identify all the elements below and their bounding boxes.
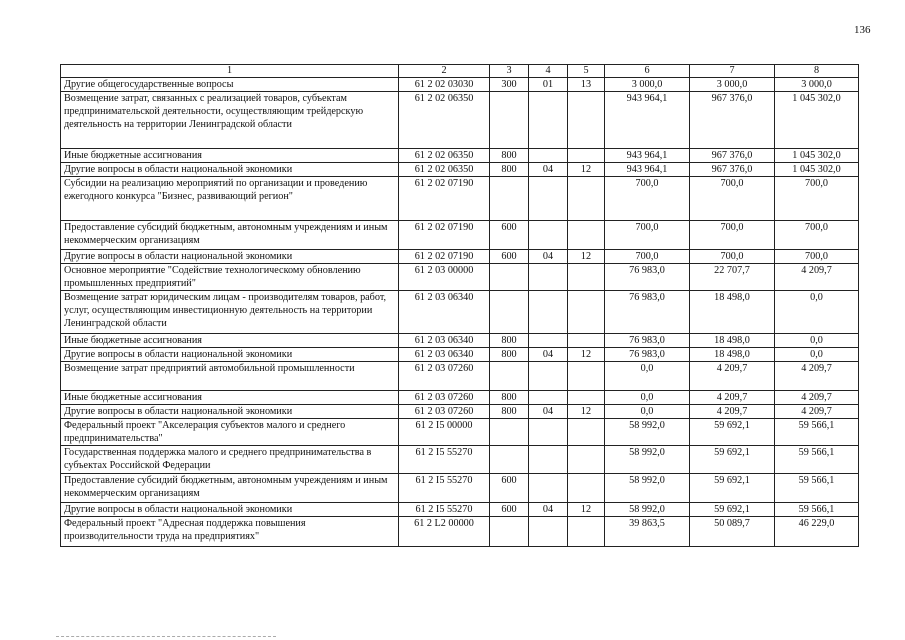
row-value-col7: 4 209,7: [690, 362, 775, 391]
header-row: [61, 65, 859, 78]
row-value-col8: 4 209,7: [775, 405, 859, 419]
row-expense-type: [490, 362, 529, 391]
column-header: 6: [605, 65, 690, 78]
table-row: [61, 419, 859, 446]
row-name: Федеральный проект "Акселерация субъектов малого и среднего предпринимательства": [61, 419, 399, 446]
row-section: [529, 291, 568, 334]
row-code: 61 2 I5 55270: [399, 474, 490, 503]
row-value-col7: 700,0: [690, 221, 775, 250]
row-value-col8: 59 566,1: [775, 446, 859, 474]
row-expense-type: 800: [490, 391, 529, 405]
row-expense-type: 600: [490, 474, 529, 503]
row-name: Федеральный проект "Адресная поддержка повышения производительности труда на предприятиях": [61, 517, 399, 547]
row-value-col8: 0,0: [775, 334, 859, 348]
row-code: 61 2 03 07260: [399, 362, 490, 391]
row-code: 61 2 02 06350: [399, 149, 490, 163]
row-section: [529, 517, 568, 547]
row-name: Другие общегосударственные вопросы: [61, 78, 399, 92]
row-expense-type: [490, 291, 529, 334]
row-name: Предоставление субсидий бюджетным, автономным учреждениям и иным некоммерческим организациям: [61, 474, 399, 503]
row-value-col6: 700,0: [605, 177, 690, 221]
row-code: 61 2 03 00000: [399, 264, 490, 291]
row-value-col6: 39 863,5: [605, 517, 690, 547]
table-row: [61, 362, 859, 391]
row-expense-type: [490, 419, 529, 446]
row-value-col7: 59 692,1: [690, 446, 775, 474]
column-header: 4: [529, 65, 568, 78]
table-row: [61, 474, 859, 503]
row-subsection: 12: [568, 348, 605, 362]
row-name: Предоставление субсидий бюджетным, автономным учреждениям и иным некоммерческим организациям: [61, 221, 399, 250]
row-section: [529, 177, 568, 221]
row-expense-type: 600: [490, 250, 529, 264]
row-subsection: [568, 517, 605, 547]
row-value-col6: 700,0: [605, 250, 690, 264]
row-section: [529, 264, 568, 291]
row-subsection: [568, 334, 605, 348]
row-subsection: [568, 149, 605, 163]
row-value-col8: 700,0: [775, 250, 859, 264]
row-subsection: 12: [568, 503, 605, 517]
row-value-col6: 76 983,0: [605, 291, 690, 334]
row-value-col8: 4 209,7: [775, 362, 859, 391]
row-value-col7: 967 376,0: [690, 92, 775, 149]
row-code: 61 2 02 03030: [399, 78, 490, 92]
row-value-col6: 76 983,0: [605, 334, 690, 348]
row-name: Основное мероприятие "Содействие технологическому обновлению промышленных предприятий": [61, 264, 399, 291]
row-code: 61 2 02 07190: [399, 177, 490, 221]
row-subsection: [568, 221, 605, 250]
row-code: 61 2 I5 00000: [399, 419, 490, 446]
row-value-col6: 700,0: [605, 221, 690, 250]
row-section: 04: [529, 503, 568, 517]
row-code: 61 2 02 07190: [399, 250, 490, 264]
row-name: Иные бюджетные ассигнования: [61, 334, 399, 348]
column-header: 8: [775, 65, 859, 78]
row-value-col8: 3 000,0: [775, 78, 859, 92]
row-section: 04: [529, 163, 568, 177]
row-subsection: 12: [568, 163, 605, 177]
table-row: [61, 163, 859, 177]
row-name: Иные бюджетные ассигнования: [61, 391, 399, 405]
row-value-col7: 700,0: [690, 177, 775, 221]
row-subsection: [568, 419, 605, 446]
row-expense-type: [490, 92, 529, 149]
row-section: [529, 149, 568, 163]
row-value-col7: 3 000,0: [690, 78, 775, 92]
row-subsection: [568, 391, 605, 405]
row-name: Другие вопросы в области национальной экономики: [61, 405, 399, 419]
row-section: 04: [529, 405, 568, 419]
row-section: [529, 334, 568, 348]
row-section: 01: [529, 78, 568, 92]
row-subsection: 12: [568, 250, 605, 264]
row-expense-type: 600: [490, 221, 529, 250]
row-name: Иные бюджетные ассигнования: [61, 149, 399, 163]
row-subsection: 13: [568, 78, 605, 92]
table-row: [61, 405, 859, 419]
row-subsection: [568, 474, 605, 503]
table-row: [61, 391, 859, 405]
table-row: [61, 517, 859, 547]
row-value-col6: 76 983,0: [605, 264, 690, 291]
row-value-col7: 22 707,7: [690, 264, 775, 291]
row-code: 61 2 03 06340: [399, 348, 490, 362]
table-row: [61, 291, 859, 334]
table-row: [61, 264, 859, 291]
row-value-col8: 59 566,1: [775, 474, 859, 503]
column-header: 1: [61, 65, 399, 78]
row-section: [529, 474, 568, 503]
row-code: 61 2 02 06350: [399, 92, 490, 149]
row-expense-type: [490, 517, 529, 547]
row-name: Возмещение затрат предприятий автомобильной промышленности: [61, 362, 399, 391]
table-row: [61, 250, 859, 264]
row-value-col7: 50 089,7: [690, 517, 775, 547]
row-expense-type: 800: [490, 405, 529, 419]
row-value-col6: 0,0: [605, 362, 690, 391]
row-code: 61 2 I5 55270: [399, 446, 490, 474]
row-value-col7: 18 498,0: [690, 334, 775, 348]
row-expense-type: [490, 446, 529, 474]
row-section: [529, 221, 568, 250]
row-value-col8: 0,0: [775, 348, 859, 362]
row-value-col7: 4 209,7: [690, 391, 775, 405]
row-name: Другие вопросы в области национальной экономики: [61, 250, 399, 264]
row-value-col6: 3 000,0: [605, 78, 690, 92]
page-edge-mark: [56, 636, 276, 638]
row-expense-type: 300: [490, 78, 529, 92]
row-value-col7: 59 692,1: [690, 503, 775, 517]
row-value-col6: 0,0: [605, 405, 690, 419]
row-subsection: [568, 92, 605, 149]
row-expense-type: [490, 264, 529, 291]
row-expense-type: 800: [490, 334, 529, 348]
row-value-col6: 943 964,1: [605, 92, 690, 149]
row-value-col6: 76 983,0: [605, 348, 690, 362]
row-code: 61 2 03 06340: [399, 334, 490, 348]
row-value-col8: 1 045 302,0: [775, 163, 859, 177]
row-subsection: [568, 291, 605, 334]
table-row: [61, 348, 859, 362]
column-header: 3: [490, 65, 529, 78]
row-value-col7: 967 376,0: [690, 163, 775, 177]
row-value-col6: 943 964,1: [605, 149, 690, 163]
row-code: 61 2 03 07260: [399, 391, 490, 405]
table-row: [61, 177, 859, 221]
row-subsection: [568, 362, 605, 391]
row-value-col7: 700,0: [690, 250, 775, 264]
row-value-col7: 18 498,0: [690, 291, 775, 334]
table-row: [61, 503, 859, 517]
row-value-col6: 0,0: [605, 391, 690, 405]
row-name: Возмещение затрат, связанных с реализацией товаров, субъектам предпринимательской деятельности, осуществляющим трейдерскую деятельность на территории Ленинградской области: [61, 92, 399, 149]
row-expense-type: 800: [490, 149, 529, 163]
row-code: 61 2 02 07190: [399, 221, 490, 250]
row-value-col7: 59 692,1: [690, 419, 775, 446]
column-header: 5: [568, 65, 605, 78]
row-value-col6: 58 992,0: [605, 474, 690, 503]
row-value-col6: 943 964,1: [605, 163, 690, 177]
row-value-col8: 1 045 302,0: [775, 149, 859, 163]
table-row: [61, 446, 859, 474]
row-value-col7: 4 209,7: [690, 405, 775, 419]
row-subsection: [568, 264, 605, 291]
row-subsection: [568, 446, 605, 474]
table-row: [61, 334, 859, 348]
row-subsection: 12: [568, 405, 605, 419]
row-expense-type: 600: [490, 503, 529, 517]
row-value-col6: 58 992,0: [605, 503, 690, 517]
column-header: 7: [690, 65, 775, 78]
row-expense-type: 800: [490, 163, 529, 177]
row-code: 61 2 I5 55270: [399, 503, 490, 517]
row-name: Государственная поддержка малого и среднего предпринимательства в субъектах Российской Федерации: [61, 446, 399, 474]
row-code: 61 2 02 06350: [399, 163, 490, 177]
row-code: 61 2 L2 00000: [399, 517, 490, 547]
row-section: [529, 92, 568, 149]
row-value-col8: 59 566,1: [775, 503, 859, 517]
row-value-col8: 700,0: [775, 177, 859, 221]
row-expense-type: 800: [490, 348, 529, 362]
budget-table: [60, 64, 859, 547]
row-value-col8: 46 229,0: [775, 517, 859, 547]
row-code: 61 2 03 06340: [399, 291, 490, 334]
table-row: [61, 92, 859, 149]
row-subsection: [568, 177, 605, 221]
row-value-col8: 1 045 302,0: [775, 92, 859, 149]
row-name: Другие вопросы в области национальной экономики: [61, 348, 399, 362]
table-row: [61, 149, 859, 163]
row-value-col7: 59 692,1: [690, 474, 775, 503]
row-code: 61 2 03 07260: [399, 405, 490, 419]
row-section: [529, 446, 568, 474]
table-row: [61, 221, 859, 250]
row-value-col6: 58 992,0: [605, 419, 690, 446]
row-section: [529, 391, 568, 405]
row-name: Возмещение затрат юридическим лицам - производителям товаров, работ, услуг, осуществляющим инвестиционную деятельность на территории Ленинградской области: [61, 291, 399, 334]
row-value-col8: 4 209,7: [775, 391, 859, 405]
row-name: Субсидии на реализацию мероприятий по организации и проведению ежегодного конкурса "Бизнес, развивающий регион": [61, 177, 399, 221]
row-section: 04: [529, 348, 568, 362]
row-section: [529, 362, 568, 391]
row-value-col8: 700,0: [775, 221, 859, 250]
row-value-col7: 18 498,0: [690, 348, 775, 362]
row-section: [529, 419, 568, 446]
row-value-col8: 59 566,1: [775, 419, 859, 446]
row-value-col6: 58 992,0: [605, 446, 690, 474]
page-number: 136: [854, 24, 871, 36]
row-expense-type: [490, 177, 529, 221]
column-header: 2: [399, 65, 490, 78]
row-name: Другие вопросы в области национальной экономики: [61, 163, 399, 177]
row-name: Другие вопросы в области национальной экономики: [61, 503, 399, 517]
table-row: [61, 78, 859, 92]
row-value-col8: 0,0: [775, 291, 859, 334]
row-section: 04: [529, 250, 568, 264]
row-value-col7: 967 376,0: [690, 149, 775, 163]
row-value-col8: 4 209,7: [775, 264, 859, 291]
